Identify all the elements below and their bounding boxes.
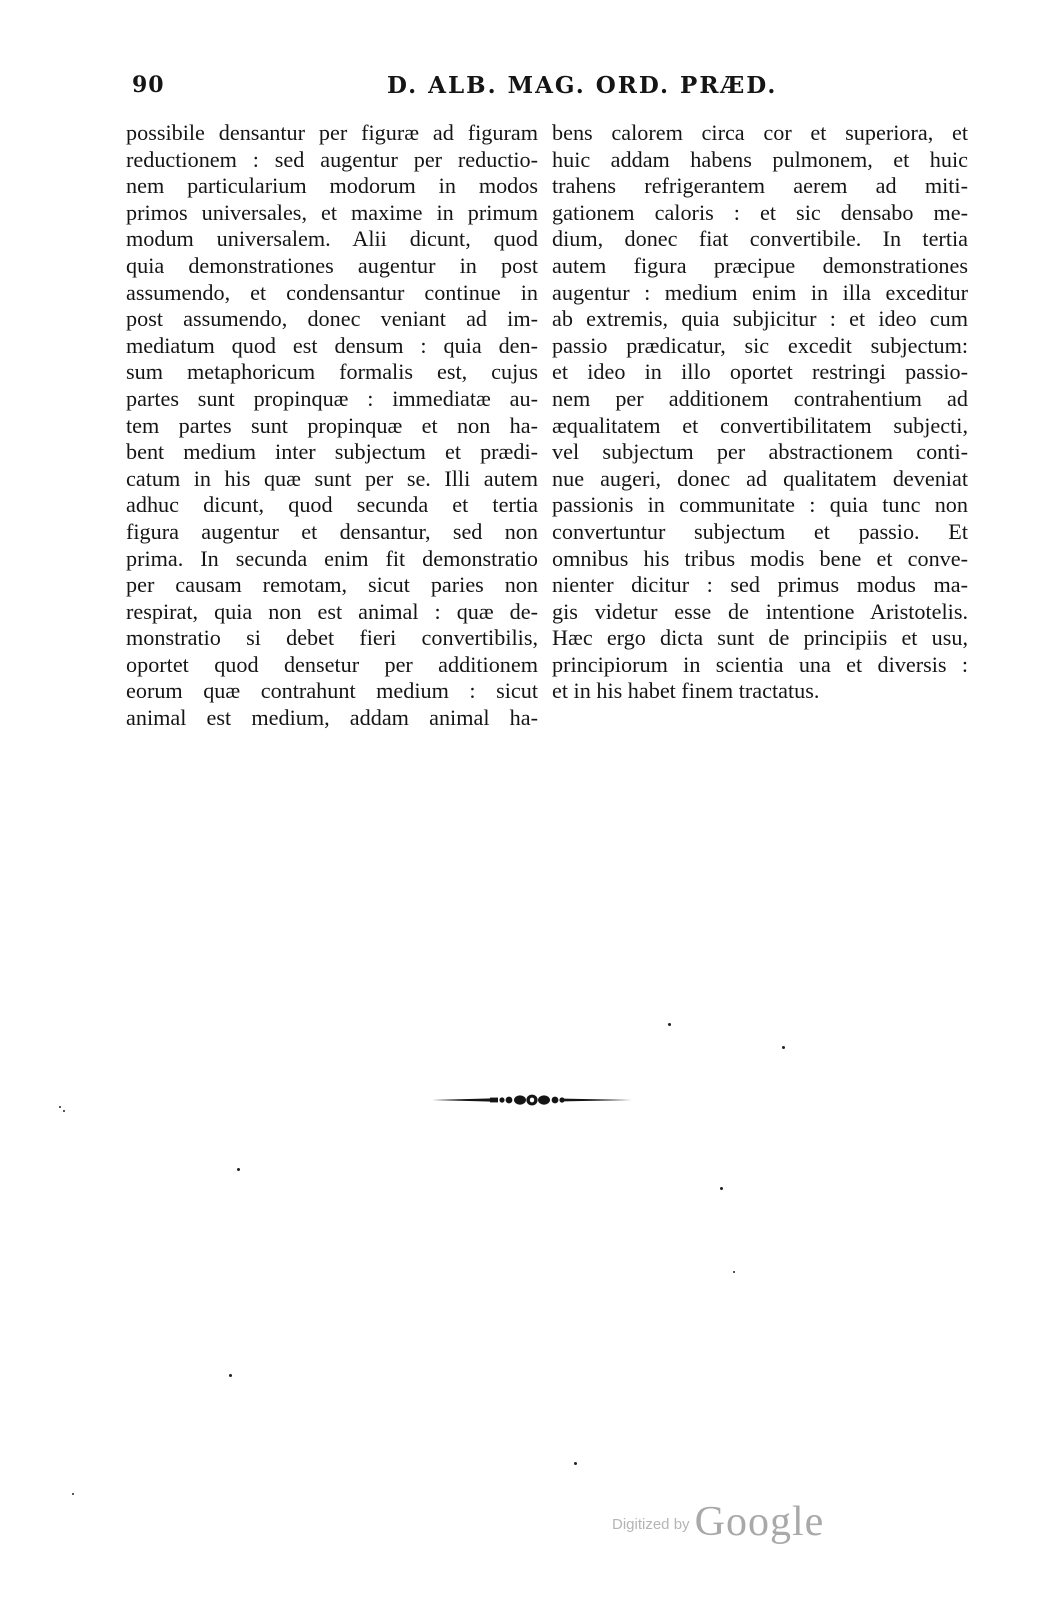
- text-line: eorum quæ contrahunt medium : sicut: [126, 678, 538, 704]
- ornamental-divider: [432, 1092, 632, 1108]
- text-line: bent medium inter subjectum et prædi-: [126, 439, 538, 465]
- text-line: prima. In secunda enim fit demonstratio: [126, 545, 538, 571]
- text-line: sum metaphoricum formalis est, cujus: [126, 359, 538, 385]
- scan-speck: [237, 1168, 240, 1171]
- scan-speck: [63, 1110, 65, 1112]
- text-line: gis videtur esse de intentione Aristotelis.: [552, 598, 968, 624]
- text-line: modum universalem. Alii dicunt, quod: [126, 226, 538, 252]
- text-line: principiorum in scientia una et diversis :: [552, 651, 968, 677]
- scan-speck: [59, 1106, 61, 1108]
- text-line: oportet quod densetur per additionem: [126, 651, 538, 677]
- text-line: per causam remotam, sicut paries non: [126, 572, 538, 598]
- scan-speck: [720, 1187, 723, 1190]
- text-line: passionis in communitate : quia tunc non: [552, 492, 968, 518]
- left-text-column: [126, 120, 538, 732]
- text-line: dium, donec fiat convertibile. In tertia: [552, 226, 968, 252]
- text-line: assumendo, et condensantur continue in: [126, 279, 538, 305]
- digitized-label: Digitized by: [612, 1516, 690, 1533]
- text-line: ab extremis, quia subjicitur : et ideo cum: [552, 306, 968, 332]
- text-line: vel subjectum per abstractionem conti-: [552, 439, 968, 465]
- text-line: reductionem : sed augentur per reductio-: [126, 146, 538, 172]
- text-line: bens calorem circa cor et superiora, et: [552, 120, 968, 145]
- text-line: partes sunt propinquæ : immediatæ au-: [126, 385, 538, 411]
- text-line: augentur : medium enim in illa exceditur: [552, 279, 968, 305]
- text-line: possibile densantur per figuræ ad figuram: [126, 120, 538, 145]
- scan-speck: [229, 1374, 232, 1377]
- text-line: et in his habet finem tractatus.: [552, 678, 820, 704]
- text-line: nue augeri, donec ad qualitatem deveniat: [552, 465, 968, 491]
- text-line: primos universales, et maxime in primum: [126, 199, 538, 225]
- text-line: post assumendo, donec veniant ad im-: [126, 306, 538, 332]
- text-line: Hæc ergo dicta sunt de principiis et usu,: [552, 625, 968, 651]
- text-line: tem partes sunt propinquæ et non ha-: [126, 412, 538, 438]
- scan-speck: [574, 1462, 577, 1465]
- running-head: D. ALB. MAG. ORD. PRÆD.: [387, 72, 778, 99]
- text-line: monstratio si debet fieri convertibilis,: [126, 625, 538, 651]
- text-line: quia demonstrationes augentur in post: [126, 252, 538, 278]
- text-line: respirat, quia non est animal : quæ de-: [126, 598, 538, 624]
- text-line: æqualitatem et convertibilitatem subjecti,: [552, 412, 968, 438]
- google-logo: Google: [694, 1499, 825, 1545]
- scan-speck: [733, 1271, 735, 1273]
- text-line: gationem caloris : et sic densabo me-: [552, 199, 968, 225]
- text-line: animal est medium, addam animal ha-: [126, 705, 538, 731]
- text-line: nem particularium modorum in modos: [126, 173, 538, 199]
- text-line: huic addam habens pulmonem, et huic: [552, 146, 968, 172]
- text-line: catum in his quæ sunt per se. Illi autem: [126, 465, 538, 491]
- text-line: mediatum quod est densum : quia den-: [126, 332, 538, 358]
- scan-speck: [668, 1023, 671, 1026]
- text-line: figura augentur et densantur, sed non: [126, 518, 538, 544]
- text-line: et ideo in illo oportet restringi passio-: [552, 359, 968, 385]
- right-text-column: [552, 120, 968, 705]
- digitized-by-watermark: [612, 1498, 824, 1546]
- text-line: convertuntur subjectum et passio. Et: [552, 518, 968, 544]
- text-line: omnibus his tribus modis bene et conve-: [552, 545, 968, 571]
- text-line: adhuc dicunt, quod secunda et tertia: [126, 492, 538, 518]
- scan-speck: [782, 1046, 785, 1049]
- text-line: nem per additionem contrahentium ad: [552, 385, 968, 411]
- page-header: [132, 72, 962, 112]
- text-line: passio prædicatur, sic excedit subjectum:: [552, 332, 968, 358]
- scan-speck: [72, 1493, 74, 1495]
- text-line: nienter dicitur : sed primus modus ma-: [552, 572, 968, 598]
- page-number: 90: [132, 72, 165, 98]
- text-line: autem figura præcipue demonstrationes: [552, 252, 968, 278]
- text-line: trahens refrigerantem aerem ad miti-: [552, 173, 968, 199]
